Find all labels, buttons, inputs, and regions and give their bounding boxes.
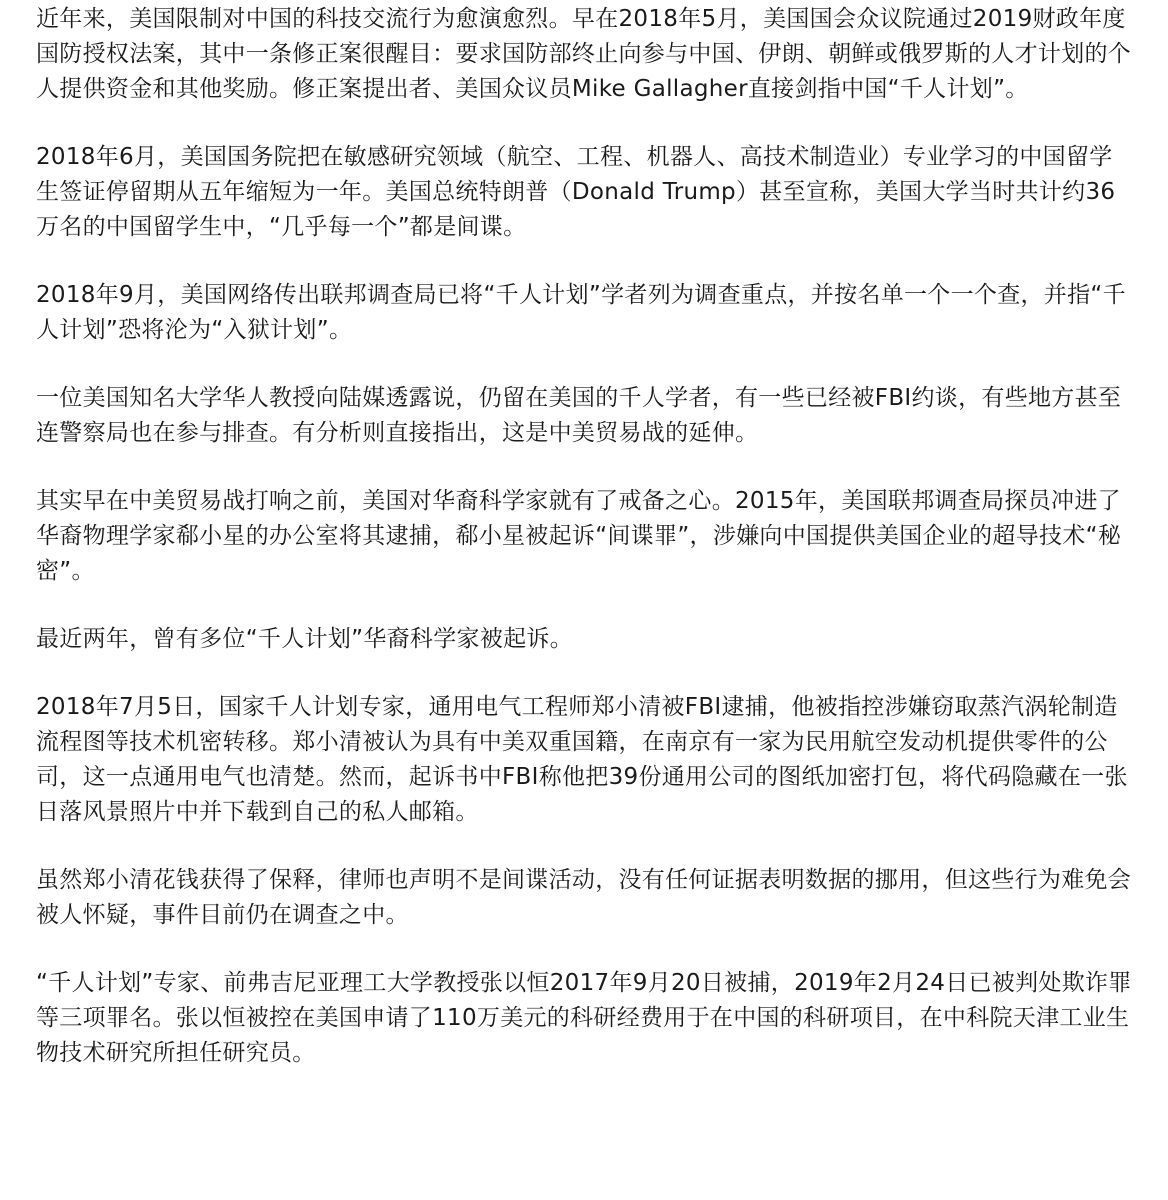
paragraph-8: 虽然郑小清花钱获得了保释，律师也声明不是间谍活动，没有任何证据表明数据的挪用，但这些行为难免会被人怀疑，事件目前仍在调查之中。	[36, 867, 1132, 928]
paragraph-4: 一位美国知名大学华人教授向陆媒透露说，仍留在美国的千人学者，有一些已经被FBI约谈，有些地方甚至连警察局也在参与排查。有分析则直接指出，这是中美贸易战的延伸。	[36, 385, 1122, 446]
paragraph-5: 其实早在中美贸易战打响之前，美国对华裔科学家就有了戒备之心。2015年，美国联邦调查局探员冲进了华裔物理学家郗小星的办公室将其逮捕，郗小星被起诉“间谍罪”，涉嫌向中国提供美国企业的超导技术“秘密”。	[36, 488, 1122, 584]
paragraph-9: “千人计划”专家、前弗吉尼亚理工大学教授张以恒2017年9月20日被捕，2019年2月24日已被判处欺诈罪等三项罪名。张以恒被控在美国申请了110万美元的科研经费用于在中国的科研项目，在中科院天津工业生物技术研究所担任研究员。	[36, 970, 1132, 1066]
paragraph-7: 2018年7月5日，国家千人计划专家，通用电气工程师郑小清被FBI逮捕，他被指控涉嫌窃取蒸汽涡轮制造流程图等技术机密转移。郑小清被认为具有中美双重国籍，在南京有一家为民用航空发动机提供零件的公司，这一点通用电气也清楚。然而，起诉书中FBI称他把39份通用公司的图纸加密打包，将代码隐藏在一张日落风景照片中并下载到自己的私人邮箱。	[36, 694, 1128, 825]
paragraph-6: 最近两年，曾有多位“千人计划”华裔科学家被起诉。	[36, 626, 574, 652]
paragraph-3: 2018年9月，美国网络传出联邦调查局已将“千人计划”学者列为调查重点，并按名单一个一个查，并指“千人计划”恐将沦为“入狱计划”。	[36, 282, 1126, 343]
paragraph-1: 近年来，美国限制对中国的科技交流行为愈演愈烈。早在2018年5月，美国国会众议院通过2019财政年度国防授权法案，其中一条修正案很醒目：要求国防部终止向参与中国、伊朗、朝鲜或俄罗斯的人才计划的个人提供资金和其他奖励。修正案提出者、美国众议员Mike Gallagher直接剑指中国“千人计划”。	[36, 6, 1132, 102]
paragraph-2: 2018年6月，美国国务院把在敏感研究领域（航空、工程、机器人、高技术制造业）专业学习的中国留学生签证停留期从五年缩短为一年。美国总统特朗普（Donald Trump）甚至宣称，美国大学当时共计约36万名的中国留学生中，“几乎每一个”都是间谍。	[36, 144, 1116, 240]
